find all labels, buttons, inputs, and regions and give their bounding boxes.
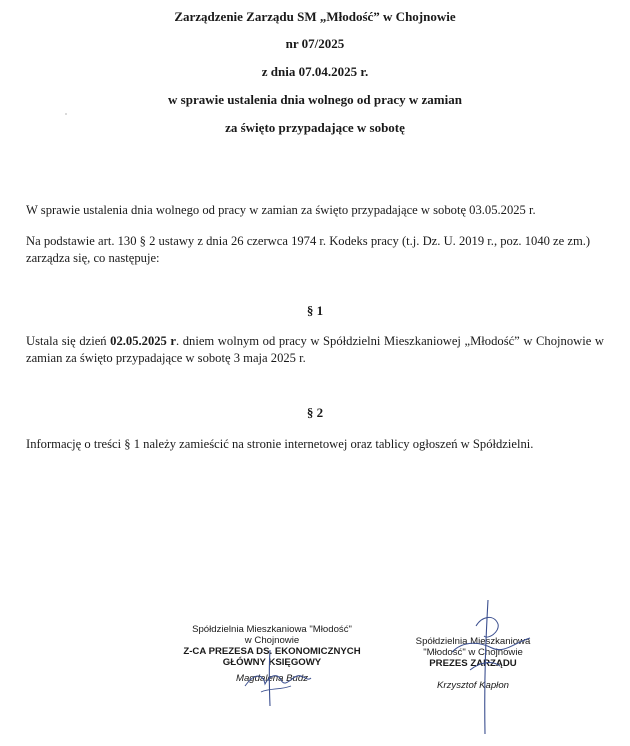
section1-heading: § 1	[306, 303, 324, 318]
stamp-left-org: Spółdzielnia Mieszkaniowa "Młodość"	[192, 624, 352, 635]
header-title: Zarządzenie Zarządu SM „Młodość” w Chojnowie	[174, 9, 456, 24]
stamp-right-org: Spółdzielnia Mieszkaniowa	[415, 636, 531, 647]
signature-right	[440, 596, 540, 738]
header-date: z dnia 07.04.2025 r.	[261, 64, 369, 79]
section2-heading: § 2	[306, 405, 324, 420]
intro-legal-basis: Na podstawie art. 130 § 2 ustawy z dnia 26 czerwca 1974 r. Kodeks pracy (t.j. Dz. U. 2019 r., poz. 1040 ze zm.) zarządza się, co następuje:	[26, 234, 591, 265]
signature-left	[225, 648, 335, 710]
stamp-left-name: Magdalena Budz	[235, 673, 308, 684]
stamp-right-city: "Młodość" w Chojnowie	[423, 647, 523, 658]
section1-text-after: . dniem wolnym od pracy w Spółdzielni Mieszkaniowej „Młodość” w Chojnowie w zamian za święto przypadające w sobotę 3 maja 2025 r.	[26, 334, 604, 365]
header-number: nr 07/2025	[285, 36, 345, 51]
section1-paragraph	[26, 333, 604, 366]
section1-date: 02.05.2025 r	[110, 334, 177, 348]
stamp-right-title: PREZES ZARZĄDU	[429, 658, 517, 669]
header-subject-line1: w sprawie ustalenia dnia wolnego od pracy w zamian	[168, 92, 462, 107]
stamp-left-title1: Z-CA PREZESA DS. EKONOMICZNYCH	[183, 646, 361, 657]
section2-paragraph: Informację o treści § 1 należy zamieścić na stronie internetowej oraz tablicy ogłoszeń w Spółdzielni.	[26, 437, 534, 451]
scan-speck	[65, 113, 67, 115]
section1-text-before: Ustala się dzień	[26, 334, 111, 348]
intro-subject: W sprawie ustalenia dnia wolnego od pracy w zamian za święto przypadające w sobotę 03.05.2025 r.	[26, 203, 536, 217]
stamp-left-title2: GŁÓWNY KSIĘGOWY	[222, 657, 322, 668]
stamp-right-name: Krzysztof Kapłon	[437, 680, 509, 691]
header-subject-line2: za święto przypadające w sobotę	[225, 120, 405, 135]
stamp-left-city: w Chojnowie	[244, 635, 300, 646]
